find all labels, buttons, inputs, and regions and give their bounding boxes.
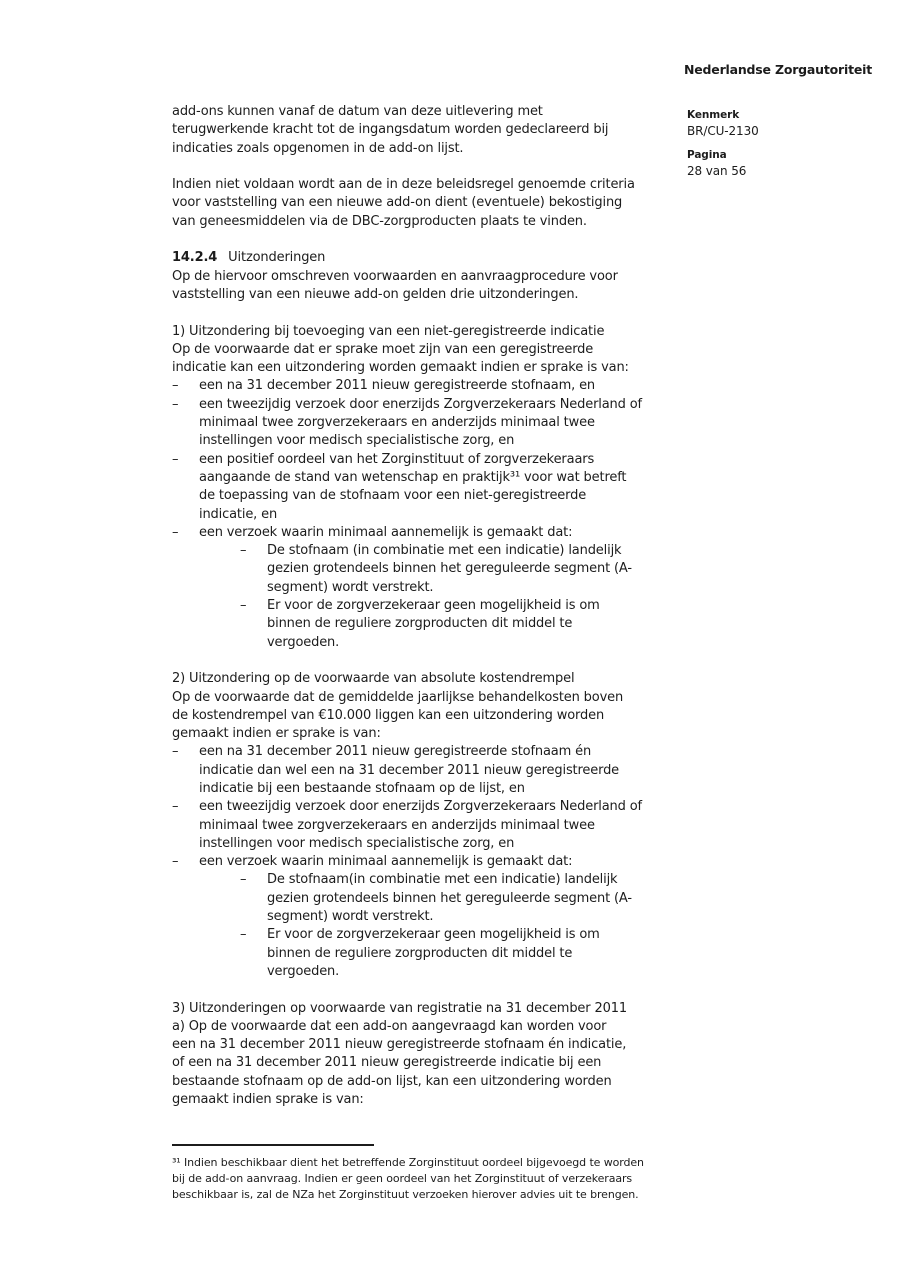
document-body — [172, 103, 688, 1128]
text-line: gemaakt indien er sprake is van: — [172, 726, 381, 742]
bullet-dash: – — [240, 543, 247, 559]
text-line: indicatie dan wel een na 31 december 2011 nieuw geregistreerde — [199, 762, 620, 778]
list-item — [172, 451, 688, 524]
text-line: Er voor de zorgverzekeraar geen mogelijkheid is om — [267, 598, 600, 614]
text-line: gemaakt indien sprake is van: — [172, 1092, 364, 1108]
section-heading — [172, 249, 688, 267]
bullet-dash: – — [172, 396, 179, 412]
bullet-dash: – — [172, 744, 179, 760]
list-item — [172, 853, 688, 871]
text-line: vergoeden. — [267, 963, 340, 979]
text-line: binnen de reguliere zorgproducten dit middel te — [267, 945, 573, 961]
page-meta-block — [687, 109, 857, 189]
bullet-dash: – — [172, 524, 179, 540]
bullet-dash: – — [172, 378, 179, 394]
exception-1-intro — [172, 341, 688, 378]
exception-3-heading: 3) Uitzonderingen op voorwaarde van registratie na 31 december 2011 — [172, 1000, 627, 1016]
text-line: een na 31 december 2011 nieuw geregistreerde stofnaam én indicatie, — [172, 1037, 627, 1053]
bullet-dash: – — [172, 799, 179, 815]
text-line: Op de hiervoor omschreven voorwaarden en aanvraagprocedure voor — [172, 268, 618, 284]
text-line: terugwerkende kracht tot de ingangsdatum worden gedeclareerd bij — [172, 122, 609, 138]
text-line: Indien niet voldaan wordt aan de in deze beleidsregel genoemde criteria — [172, 177, 635, 193]
text-line: minimaal twee zorgverzekeraars en anderzijds minimaal twee — [199, 817, 595, 833]
text-line: een na 31 december 2011 nieuw geregistreerde stofnaam én — [199, 744, 592, 760]
list-item — [172, 524, 688, 542]
text-line: ³¹ Indien beschikbaar dient het betreffende Zorginstituut oordeel bijgevoegd te worden — [172, 1156, 644, 1169]
text-line: De stofnaam (in combinatie met een indicatie) landelijk — [267, 543, 622, 559]
bullet-dash: – — [240, 598, 247, 614]
exception-1-heading: 1) Uitzondering bij toevoeging van een niet-geregistreerde indicatie — [172, 323, 605, 339]
list-item — [172, 743, 688, 798]
sub-list-item-text — [267, 542, 688, 597]
text-line: Er voor de zorgverzekeraar geen mogelijkheid is om — [267, 927, 600, 943]
text-line: bestaande stofnaam op de add-on lijst, kan een uitzondering worden — [172, 1073, 612, 1089]
pagina-label: Pagina — [687, 149, 727, 161]
bullet-dash: – — [172, 854, 179, 870]
exception-3-intro — [172, 1018, 688, 1109]
text-line: vaststelling van een nieuwe add-on gelden drie uitzonderingen. — [172, 286, 579, 302]
list-item-text — [199, 798, 688, 853]
kenmerk-value: BR/CU-2130 — [687, 124, 759, 138]
sub-list-item — [240, 597, 688, 652]
exception-2-heading: 2) Uitzondering op de voorwaarde van absolute kostendrempel — [172, 671, 575, 687]
bullet-dash: – — [172, 451, 179, 467]
list-item-text — [199, 853, 688, 871]
text-line: indicatie bij een bestaande stofnaam op de lijst, en — [199, 780, 525, 796]
text-line: aangaande de stand van wetenschap en praktijk³¹ voor wat betreft — [199, 469, 627, 485]
text-line: indicatie, en — [199, 506, 278, 522]
list-item-text — [199, 524, 688, 542]
text-line: een tweezijdig verzoek door enerzijds Zorgverzekeraars Nederland of — [199, 799, 642, 815]
footnote-text — [172, 1155, 692, 1203]
exception-2 — [172, 670, 688, 981]
exception-3 — [172, 1000, 688, 1110]
list-item — [172, 396, 688, 451]
exception-1 — [172, 323, 688, 652]
section-intro — [172, 268, 688, 305]
text-line: segment) wordt verstrekt. — [267, 909, 434, 925]
organization-name: Nederlandse Zorgautoriteit — [684, 62, 872, 77]
kenmerk-label: Kenmerk — [687, 109, 740, 121]
list-item-text — [199, 377, 688, 395]
text-line: bij de add-on aanvraag. Indien er geen oordeel van het Zorginstituut of verzekeraars — [172, 1172, 633, 1185]
text-line: Op de voorwaarde dat er sprake moet zijn van een geregistreerde — [172, 341, 594, 357]
list-item — [172, 798, 688, 853]
text-line: De stofnaam(in combinatie met een indicatie) landelijk — [267, 872, 618, 888]
text-line: add-ons kunnen vanaf de datum van deze uitlevering met — [172, 104, 543, 119]
text-line: een positief oordeel van het Zorginstituut of zorgverzekeraars — [199, 451, 595, 467]
text-line: segment) wordt verstrekt. — [267, 579, 434, 595]
exception-2-intro — [172, 689, 688, 744]
text-line: van geneesmiddelen via de DBC-zorgproducten plaats te vinden. — [172, 213, 587, 229]
text-line: gezien grotendeels binnen het gereguleerde segment (A- — [267, 561, 632, 577]
sub-list-item-text — [267, 597, 688, 652]
text-line: indicatie kan een uitzondering worden gemaakt indien er sprake is van: — [172, 360, 629, 376]
text-line: instellingen voor medisch specialistische zorg, en — [199, 433, 515, 449]
bullet-dash: – — [240, 927, 247, 943]
text-line: of een na 31 december 2011 nieuw geregistreerde indicatie bij een — [172, 1055, 602, 1071]
text-line: binnen de reguliere zorgproducten dit middel te — [267, 616, 573, 632]
section-number: 14.2.4 — [172, 250, 218, 266]
text-line: instellingen voor medisch specialistische zorg, en — [199, 835, 515, 851]
list-item — [172, 377, 688, 395]
text-line: indicaties zoals opgenomen in de add-on lijst. — [172, 140, 464, 156]
sub-list-item-text — [267, 926, 688, 981]
text-line: de kostendrempel van €10.000 liggen kan een uitzondering worden — [172, 707, 605, 723]
list-item-text — [199, 396, 688, 451]
list-item-text — [199, 743, 688, 798]
sub-list-item — [240, 926, 688, 981]
sub-list-item — [240, 542, 688, 597]
text-line: een verzoek waarin minimaal aannemelijk is gemaakt dat: — [199, 524, 573, 540]
text-line: voor vaststelling van een nieuwe add-on dient (eventuele) bekostiging — [172, 195, 623, 211]
text-line: gezien grotendeels binnen het gereguleerde segment (A- — [267, 890, 632, 906]
footnote-block — [172, 1144, 692, 1203]
text-line: een na 31 december 2011 nieuw geregistreerde stofnaam, en — [199, 378, 596, 394]
text-line: vergoeden. — [267, 634, 340, 650]
sub-list-item-text — [267, 871, 688, 926]
text-line: a) Op de voorwaarde dat een add-on aangevraagd kan worden voor — [172, 1018, 607, 1034]
paragraph-addons — [172, 103, 688, 158]
text-line: minimaal twee zorgverzekeraars en anderzijds minimaal twee — [199, 415, 595, 431]
sub-list-item — [240, 871, 688, 926]
list-item-text — [199, 451, 688, 524]
text-line: beschikbaar is, zal de NZa het Zorginstituut verzoeken hierover advies uit te brengen. — [172, 1188, 639, 1201]
text-line: een tweezijdig verzoek door enerzijds Zorgverzekeraars Nederland of — [199, 396, 642, 412]
bullet-dash: – — [240, 872, 247, 888]
footnote-separator-rule — [172, 1144, 374, 1146]
text-line: een verzoek waarin minimaal aannemelijk is gemaakt dat: — [199, 854, 573, 870]
pagina-value: 28 van 56 — [687, 164, 747, 178]
text-line: de toepassing van de stofnaam voor een niet-geregistreerde — [199, 488, 587, 504]
section-title: Uitzonderingen — [228, 250, 326, 266]
paragraph-indien-niet-voldaan — [172, 176, 688, 231]
text-line: Op de voorwaarde dat de gemiddelde jaarlijkse behandelkosten boven — [172, 689, 624, 705]
